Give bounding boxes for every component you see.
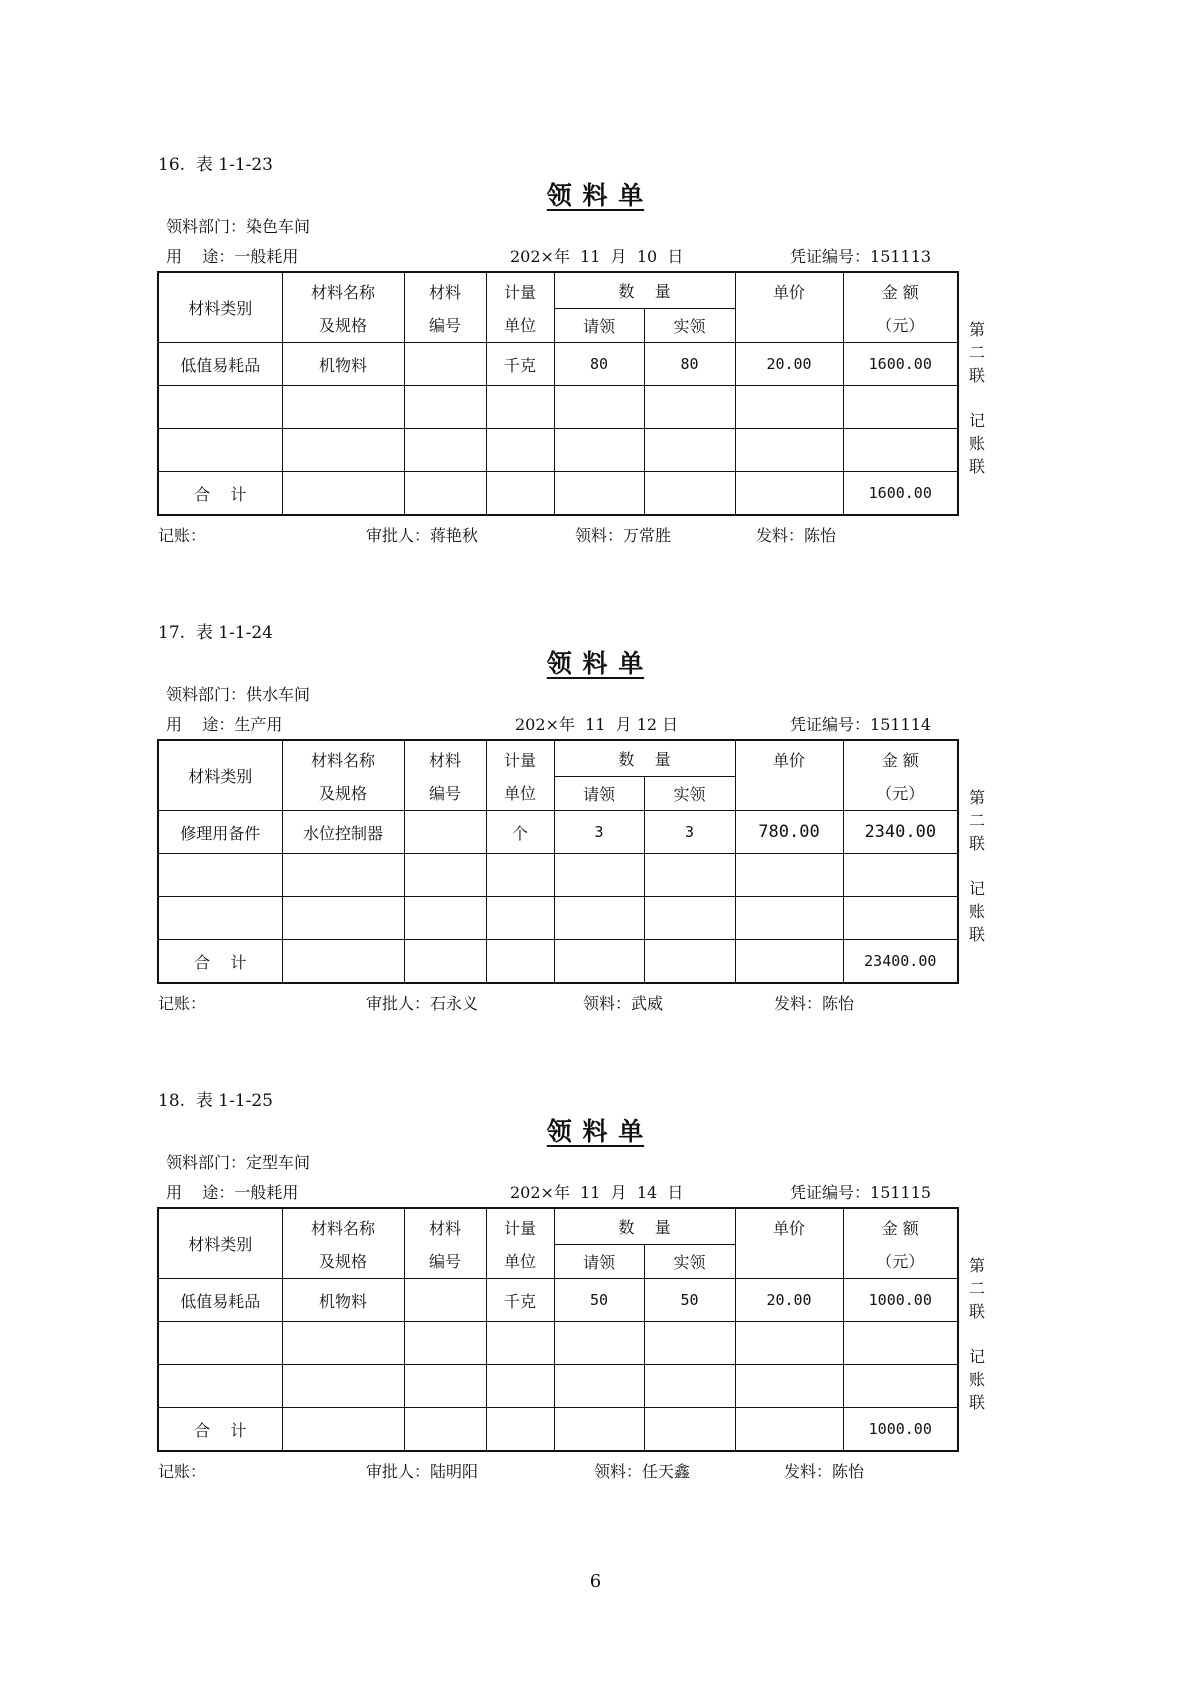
cell-category (158, 897, 282, 940)
header-code (404, 740, 486, 811)
header-code-line2: 编号 (428, 784, 461, 803)
header-quantity: 数 量 (554, 272, 735, 309)
cell-unit (486, 386, 554, 429)
table-row (158, 386, 958, 429)
header-code (404, 1208, 486, 1279)
total-amount: 1600.00 (843, 472, 958, 516)
header-name (282, 1208, 404, 1279)
cell-category (158, 1322, 282, 1365)
copy-char: 二 (968, 343, 985, 362)
header-unit (486, 272, 554, 343)
total-empty (486, 1408, 554, 1452)
form-title (0, 176, 1191, 212)
cell-unit (486, 429, 554, 472)
copy-label (966, 786, 988, 946)
usage-value: 一般耗用 (234, 1183, 299, 1202)
cell-unit (486, 897, 554, 940)
department-line (166, 682, 310, 705)
total-label: 合 计 (158, 472, 282, 516)
table-row (158, 811, 958, 854)
form-title-text: 领 料 单 (546, 649, 645, 678)
approver-signature: 审批人：石永义 (366, 994, 479, 1013)
total-empty (404, 472, 486, 516)
cell-category: 低值易耗品 (158, 343, 282, 386)
cell-category: 低值易耗品 (158, 1279, 282, 1322)
department-label: 领料部门： (166, 217, 247, 236)
copy-char: 记 (968, 879, 985, 898)
total-empty (282, 940, 404, 984)
cell-actual (644, 1322, 735, 1365)
header-name-line2: 及规格 (318, 784, 367, 803)
cell-code (404, 897, 486, 940)
total-amount: 1000.00 (843, 1408, 958, 1452)
header-quantity: 数 量 (554, 1208, 735, 1245)
cell-category (158, 1365, 282, 1408)
total-empty (554, 1408, 644, 1452)
header-price: 单价 (735, 272, 843, 343)
header-actual: 实领 (644, 1245, 735, 1279)
cell-amount (843, 1365, 958, 1408)
issuer-signature: 发料：陈怡 (774, 994, 855, 1013)
total-empty (486, 940, 554, 984)
cell-amount: 1600.00 (843, 343, 958, 386)
cell-amount: 2340.00 (843, 811, 958, 854)
cell-requested (554, 386, 644, 429)
header-row (158, 272, 958, 309)
header-unit-line1: 计量 (503, 751, 536, 770)
total-row (158, 940, 958, 984)
header-unit-line2: 单位 (503, 316, 536, 335)
header-amount-line1: 金 额 (881, 751, 919, 770)
issuer-signature: 发料：陈怡 (784, 1462, 865, 1481)
header-requested: 请领 (554, 309, 644, 343)
cell-requested (554, 1322, 644, 1365)
header-quantity: 数 量 (554, 740, 735, 777)
cell-name (282, 386, 404, 429)
voucher-label: 凭证编号： (790, 1183, 871, 1202)
cell-requested: 50 (554, 1279, 644, 1322)
header-name-line1: 材料名称 (310, 751, 375, 770)
copy-char: 联 (968, 457, 985, 476)
cell-code (404, 1322, 486, 1365)
voucher-line (790, 712, 931, 735)
total-amount: 23400.00 (843, 940, 958, 984)
header-unit (486, 740, 554, 811)
cell-price: 780.00 (735, 811, 843, 854)
bookkeeper-signature: 记账： (158, 1462, 207, 1481)
header-name-line2: 及规格 (318, 316, 367, 335)
total-label: 合 计 (158, 940, 282, 984)
copy-char: 记 (968, 411, 985, 430)
header-name-line2: 及规格 (318, 1252, 367, 1271)
cell-unit (486, 1365, 554, 1408)
usage-label: 用 途： (166, 247, 235, 266)
total-empty (735, 940, 843, 984)
cell-unit (486, 854, 554, 897)
header-unit-line2: 单位 (503, 784, 536, 803)
voucher-label: 凭证编号： (790, 715, 871, 734)
header-category: 材料类别 (158, 740, 282, 811)
header-code-line1: 材料 (428, 1219, 461, 1238)
header-name-line1: 材料名称 (310, 283, 375, 302)
total-row (158, 1408, 958, 1452)
date: 202×年 11 月 12 日 (515, 715, 679, 734)
voucher-number: 151115 (870, 1183, 932, 1202)
issuer-signature: 发料：陈怡 (756, 526, 837, 545)
total-empty (644, 472, 735, 516)
copy-char: 账 (968, 434, 985, 453)
copy-label (966, 1254, 988, 1414)
cell-requested (554, 897, 644, 940)
form-caption: 18. 表 1-1-25 (158, 1091, 273, 1111)
cell-name (282, 1365, 404, 1408)
cell-amount (843, 1322, 958, 1365)
cell-amount (843, 386, 958, 429)
copy-char: 记 (968, 1347, 985, 1366)
cell-unit (486, 1322, 554, 1365)
voucher-line (790, 1180, 931, 1203)
total-empty (282, 472, 404, 516)
total-label: 合 计 (158, 1408, 282, 1452)
header-row (158, 1208, 958, 1245)
cell-name (282, 1322, 404, 1365)
department-value: 染色车间 (246, 217, 311, 236)
cell-name: 机物料 (282, 1279, 404, 1322)
total-empty (735, 472, 843, 516)
table-row (158, 1322, 958, 1365)
cell-price (735, 1322, 843, 1365)
cell-name: 机物料 (282, 343, 404, 386)
total-empty (735, 1408, 843, 1452)
header-code-line1: 材料 (428, 751, 461, 770)
form-title-text: 领 料 单 (546, 1117, 645, 1146)
requisition-table (157, 739, 959, 984)
header-row (158, 740, 958, 777)
header-amount (843, 272, 958, 343)
cell-actual (644, 897, 735, 940)
table-row (158, 1365, 958, 1408)
bookkeeper-signature: 记账： (158, 994, 207, 1013)
usage-line (166, 1180, 298, 1203)
cell-code (404, 1279, 486, 1322)
copy-char: 账 (968, 1370, 985, 1389)
header-code-line1: 材料 (428, 283, 461, 302)
cell-unit: 千克 (486, 343, 554, 386)
cell-category (158, 429, 282, 472)
cell-requested: 3 (554, 811, 644, 854)
approver-signature: 审批人：陆明阳 (366, 1462, 479, 1481)
cell-unit: 个 (486, 811, 554, 854)
cell-name (282, 897, 404, 940)
receiver-signature: 领料：万常胜 (575, 526, 672, 545)
header-unit-line1: 计量 (503, 283, 536, 302)
form-title (0, 1112, 1191, 1148)
cell-actual: 50 (644, 1279, 735, 1322)
requisition-table (157, 1207, 959, 1452)
cell-amount (843, 429, 958, 472)
approver-signature: 审批人：蒋艳秋 (366, 526, 479, 545)
copy-char: 账 (968, 902, 985, 921)
copy-char: 第 (968, 1256, 985, 1275)
receiver-signature: 领料：武威 (583, 994, 664, 1013)
copy-char: 联 (968, 925, 985, 944)
cell-code (404, 1365, 486, 1408)
total-row (158, 472, 958, 516)
header-actual: 实领 (644, 309, 735, 343)
cell-amount (843, 854, 958, 897)
cell-price (735, 386, 843, 429)
header-amount-line2: （元） (876, 1252, 925, 1271)
usage-value: 生产用 (234, 715, 283, 734)
department-value: 定型车间 (246, 1153, 311, 1172)
header-amount-line1: 金 额 (881, 1219, 919, 1238)
form-title (0, 644, 1191, 680)
header-code (404, 272, 486, 343)
header-price: 单价 (735, 740, 843, 811)
voucher-number: 151113 (870, 247, 932, 266)
header-unit-line2: 单位 (503, 1252, 536, 1271)
cell-name (282, 429, 404, 472)
total-empty (554, 472, 644, 516)
header-price: 单价 (735, 1208, 843, 1279)
header-amount-line2: （元） (876, 784, 925, 803)
cell-amount (843, 897, 958, 940)
copy-label (966, 318, 988, 478)
cell-category (158, 854, 282, 897)
cell-price (735, 854, 843, 897)
cell-actual: 3 (644, 811, 735, 854)
cell-code (404, 386, 486, 429)
department-label: 领料部门： (166, 685, 247, 704)
header-unit-line1: 计量 (503, 1219, 536, 1238)
table-row (158, 897, 958, 940)
header-amount (843, 1208, 958, 1279)
table-row (158, 343, 958, 386)
department-value: 供水车间 (246, 685, 311, 704)
cell-actual (644, 854, 735, 897)
header-code-line2: 编号 (428, 1252, 461, 1271)
total-empty (554, 940, 644, 984)
cell-actual (644, 386, 735, 429)
total-empty (404, 940, 486, 984)
cell-price (735, 1365, 843, 1408)
voucher-label: 凭证编号： (790, 247, 871, 266)
header-amount (843, 740, 958, 811)
voucher-line (790, 244, 931, 267)
usage-line (166, 244, 298, 267)
receiver-signature: 领料：任天鑫 (594, 1462, 691, 1481)
header-code-line2: 编号 (428, 316, 461, 335)
form-title-text: 领 料 单 (546, 181, 645, 210)
header-amount-line1: 金 额 (881, 283, 919, 302)
cell-actual (644, 1365, 735, 1408)
usage-value: 一般耗用 (234, 247, 299, 266)
copy-char: 二 (968, 811, 985, 830)
copy-char: 联 (968, 834, 985, 853)
header-name (282, 272, 404, 343)
table-row (158, 854, 958, 897)
copy-char: 第 (968, 320, 985, 339)
cell-requested (554, 429, 644, 472)
voucher-number: 151114 (870, 715, 932, 734)
date: 202×年 11 月 14 日 (510, 1183, 684, 1202)
date: 202×年 11 月 10 日 (510, 247, 684, 266)
header-requested: 请领 (554, 1245, 644, 1279)
header-unit (486, 1208, 554, 1279)
cell-price: 20.00 (735, 343, 843, 386)
cell-code (404, 343, 486, 386)
header-name (282, 740, 404, 811)
header-category: 材料类别 (158, 272, 282, 343)
cell-name (282, 854, 404, 897)
department-label: 领料部门： (166, 1153, 247, 1172)
cell-requested (554, 854, 644, 897)
requisition-table (157, 271, 959, 516)
form-caption: 16. 表 1-1-23 (158, 155, 273, 175)
header-amount-line2: （元） (876, 316, 925, 335)
header-name-line1: 材料名称 (310, 1219, 375, 1238)
department-line (166, 1150, 310, 1173)
cell-category: 修理用备件 (158, 811, 282, 854)
total-empty (644, 940, 735, 984)
usage-label: 用 途： (166, 1183, 235, 1202)
total-empty (282, 1408, 404, 1452)
cell-code (404, 429, 486, 472)
header-requested: 请领 (554, 777, 644, 811)
cell-category (158, 386, 282, 429)
cell-code (404, 811, 486, 854)
cell-price: 20.00 (735, 1279, 843, 1322)
cell-actual: 80 (644, 343, 735, 386)
cell-price (735, 429, 843, 472)
department-line (166, 214, 310, 237)
header-category: 材料类别 (158, 1208, 282, 1279)
bookkeeper-signature: 记账： (158, 526, 207, 545)
cell-price (735, 897, 843, 940)
copy-char: 联 (968, 1393, 985, 1412)
cell-requested (554, 1365, 644, 1408)
cell-name: 水位控制器 (282, 811, 404, 854)
table-row (158, 429, 958, 472)
total-empty (644, 1408, 735, 1452)
total-empty (404, 1408, 486, 1452)
copy-char: 二 (968, 1279, 985, 1298)
usage-line (166, 712, 282, 735)
total-empty (486, 472, 554, 516)
cell-actual (644, 429, 735, 472)
form-caption: 17. 表 1-1-24 (158, 623, 273, 643)
cell-unit: 千克 (486, 1279, 554, 1322)
header-actual: 实领 (644, 777, 735, 811)
copy-char: 联 (968, 1302, 985, 1321)
copy-char: 联 (968, 366, 985, 385)
cell-requested: 80 (554, 343, 644, 386)
table-row (158, 1279, 958, 1322)
page-number: 6 (589, 1571, 602, 1592)
usage-label: 用 途： (166, 715, 235, 734)
cell-amount: 1000.00 (843, 1279, 958, 1322)
copy-char: 第 (968, 788, 985, 807)
cell-code (404, 854, 486, 897)
